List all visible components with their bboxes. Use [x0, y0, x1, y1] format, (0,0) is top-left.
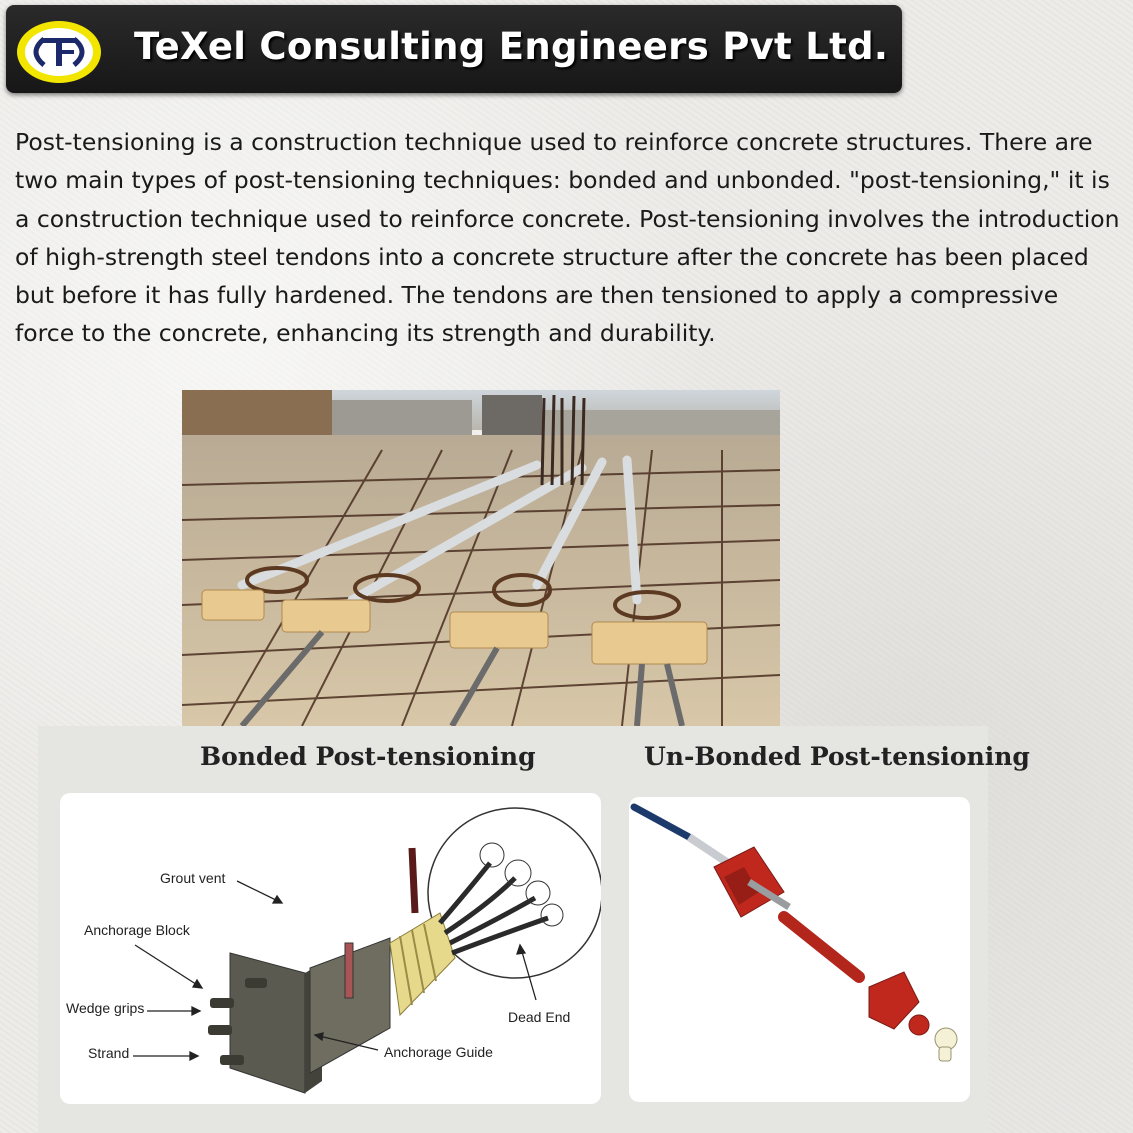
- label-anchorage-guide: Anchorage Guide: [384, 1044, 493, 1060]
- post-tensioning-diagram: [38, 726, 1030, 1133]
- bonded-anchorage-icon: [60, 793, 601, 1104]
- unbonded-anchorage-icon: [629, 797, 970, 1102]
- unbonded-panel: [629, 797, 970, 1102]
- texel-logo-icon: [14, 17, 104, 87]
- label-strand: Strand: [88, 1045, 130, 1061]
- unbonded-heading: Un-Bonded Post-tensioning: [644, 742, 1030, 771]
- bonded-heading: Bonded Post-tensioning: [200, 742, 536, 771]
- label-wedge-grips: Wedge grips: [66, 1000, 145, 1016]
- label-dead-end: Dead End: [508, 1009, 571, 1025]
- label-anchorage-block: Anchorage Block: [84, 922, 190, 938]
- intro-paragraph: Post-tensioning is a construction technique used to reinforce concrete structures. There are two main types of post-tensioning techniques: bonded and unbonded. "post-tensioning," it is a construction technique used to reinforce concrete. Post-tensioning involves the introduction of high-strength steel tendons into a concrete structure after the concrete has been placed but before it has fully hardened. The tendons are then tensioned to apply a compressive force to the concrete, enhancing its strength and durability.: [15, 128, 1120, 348]
- label-grout-vent: Grout vent: [160, 870, 226, 886]
- construction-site-photo-icon: [182, 390, 780, 726]
- header-bar: [6, 5, 902, 93]
- bonded-panel: [60, 793, 601, 1104]
- company-name: TeXel Consulting Engineers Pvt Ltd.: [134, 25, 889, 68]
